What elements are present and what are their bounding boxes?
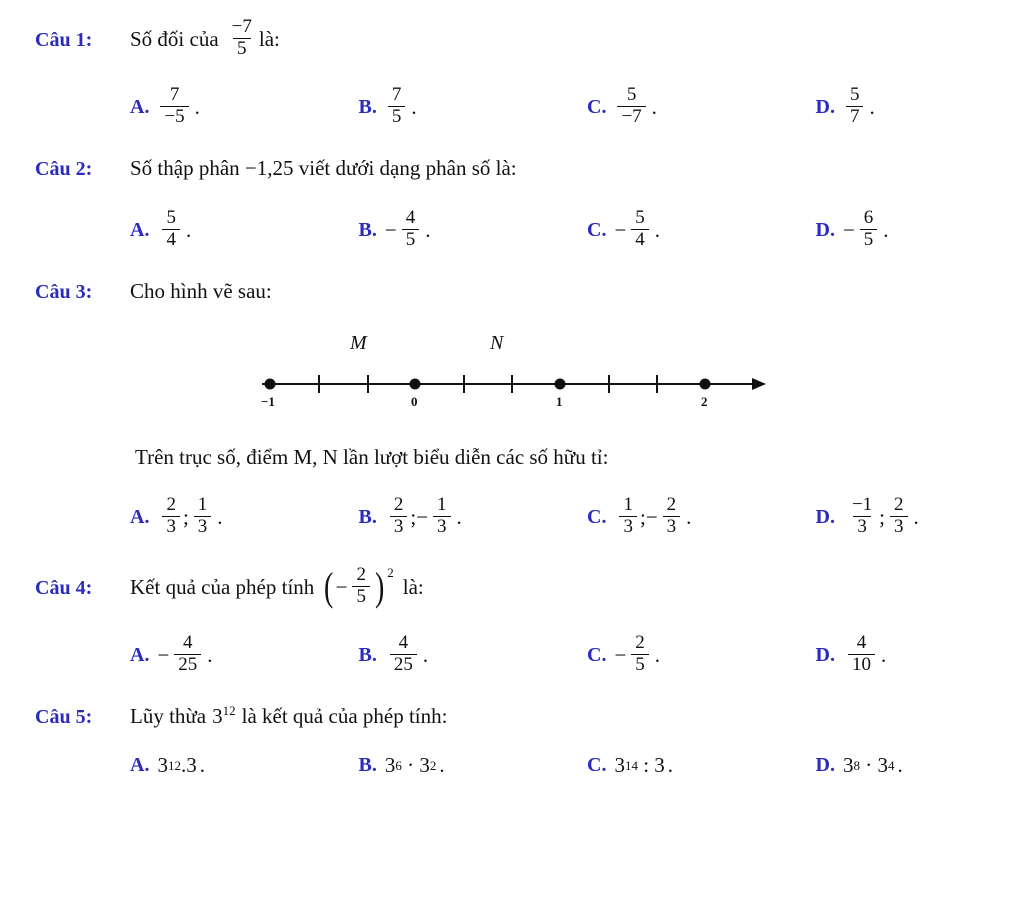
- answer-c-sign: −: [614, 642, 627, 667]
- answer-b-tail: .: [425, 217, 431, 242]
- question-3-text: Cho hình vẽ sau:: [130, 279, 272, 304]
- question-3-answers: [30, 496, 1024, 538]
- answer-a-fraction: $\frac{7}{-5}$: [160, 85, 188, 127]
- question-1-text-before: Số đối của: [130, 26, 219, 51]
- answer-b-sign: −: [384, 217, 397, 242]
- answer-d-letter: D.: [815, 643, 835, 666]
- answer-d-expression: 3 8 · 3 4 .: [842, 753, 903, 778]
- answer-b-letter: B.: [358, 754, 377, 777]
- answer-a-second-fraction: $\frac{1}{3}$: [194, 495, 212, 537]
- expression-fraction: $\frac{2}{5}$: [352, 565, 370, 607]
- answer-d-sign: −: [842, 217, 855, 242]
- answer-a-tail: .: [207, 642, 213, 667]
- answer-c-fraction: $\frac{5}{-7}$: [617, 85, 645, 127]
- answer-option-c[interactable]: [587, 753, 816, 778]
- answer-c-fraction: $\frac{5}{4}$: [631, 208, 649, 250]
- answer-b-tail: .: [422, 642, 429, 667]
- question-5-text-after: là kết quả của phép tính:: [241, 704, 448, 729]
- answer-a-expression: 3 12 .3 .: [157, 753, 205, 778]
- answer-d-first-fraction: $\frac{-1}{3}$: [851, 494, 873, 537]
- answer-option-a[interactable]: [130, 86, 359, 128]
- answer-a-tail: .: [194, 94, 200, 119]
- answer-b-letter: B.: [358, 505, 377, 528]
- answer-option-b[interactable]: [359, 86, 588, 128]
- question-1-text-after: là:: [258, 26, 280, 51]
- answer-b-letter: B.: [358, 643, 377, 666]
- answer-c-expression: 3 14 : 3 .: [614, 753, 674, 778]
- answer-option-d[interactable]: [816, 209, 1024, 251]
- answer-b-letter: B.: [358, 95, 377, 118]
- answer-option-a[interactable]: [130, 753, 359, 778]
- question-1-answers: [30, 86, 1024, 128]
- answer-d-fraction: $\frac{5}{7}$: [846, 85, 864, 127]
- question-5-power: $3^{12}$: [212, 703, 236, 729]
- answer-c-letter: C.: [587, 643, 607, 666]
- answer-d-tail: .: [883, 217, 889, 242]
- answer-option-d[interactable]: [816, 496, 1024, 538]
- answer-c-fraction: $\frac{2}{5}$: [631, 633, 649, 675]
- right-paren: ): [374, 564, 385, 610]
- question-4-expression: [322, 566, 393, 608]
- question-1-stem: [30, 18, 994, 60]
- answer-option-b[interactable]: [359, 634, 588, 676]
- answer-a-tail: .: [185, 217, 192, 242]
- answer-b-first-fraction: $\frac{2}{3}$: [390, 495, 408, 537]
- answer-option-b[interactable]: [359, 209, 588, 251]
- answer-d-tail: .: [869, 94, 875, 119]
- answer-option-c[interactable]: [587, 209, 816, 251]
- answer-option-d[interactable]: [816, 753, 1024, 778]
- answer-a-fraction: $\frac{4}{25}$: [174, 633, 201, 675]
- question-1-fraction: $\frac{-7}{5}$: [231, 16, 252, 59]
- answer-a-letter: A.: [130, 505, 150, 528]
- answer-option-d[interactable]: [816, 86, 1024, 128]
- answer-d-fraction: $\frac{6}{5}$: [860, 208, 878, 250]
- answer-option-d[interactable]: [816, 634, 1024, 676]
- question-4-answers: [30, 634, 1024, 676]
- answer-a-sign: −: [157, 642, 170, 667]
- answer-a-tail: .: [217, 504, 223, 529]
- answer-c-tail: .: [654, 642, 661, 667]
- answer-c-second-sign: −: [645, 504, 658, 529]
- tick-label-2: 2: [701, 394, 708, 410]
- answer-c-letter: C.: [587, 505, 607, 528]
- tick-label-0: 0: [411, 394, 418, 410]
- answer-d-letter: D.: [815, 754, 835, 777]
- question-5-label: Câu 5:: [35, 706, 93, 729]
- tick-label-minus-1: −1: [261, 394, 275, 410]
- question-2-answers: [30, 209, 1024, 251]
- answer-d-tail: .: [913, 504, 919, 529]
- question-5: [30, 702, 994, 778]
- answer-b-tail: .: [411, 94, 417, 119]
- question-2-stem: [30, 154, 994, 183]
- question-5-text-before: Lũy thừa: [130, 704, 207, 729]
- answer-c-sign: −: [614, 217, 627, 242]
- answer-b-tail: .: [456, 504, 462, 529]
- answer-d-fraction: $\frac{4}{10}$: [848, 633, 875, 675]
- question-2: [30, 154, 994, 251]
- answer-b-fraction: $\frac{4}{5}$: [402, 208, 420, 250]
- answer-c-letter: C.: [587, 95, 607, 118]
- question-4-text-before: Kết quả của phép tính: [130, 574, 315, 599]
- question-5-stem: [30, 702, 994, 731]
- answer-c-separator: ;: [639, 504, 646, 529]
- answer-option-c[interactable]: [587, 86, 816, 128]
- number-line-diagram: [252, 328, 772, 423]
- answer-c-first-fraction: $\frac{1}{3}$: [619, 495, 637, 537]
- answer-c-letter: C.: [587, 218, 607, 241]
- question-3-label: Câu 3:: [35, 281, 93, 304]
- answer-a-letter: A.: [130, 754, 150, 777]
- answer-c-tail: .: [651, 94, 657, 119]
- question-4-stem: [30, 566, 994, 608]
- question-1-label: Câu 1:: [35, 28, 93, 51]
- question-5-answers: [30, 753, 1024, 778]
- answer-c-second-fraction: $\frac{2}{3}$: [663, 495, 681, 537]
- question-2-text: Số thập phân −1,25 viết dưới dạng phân số là:: [130, 156, 517, 181]
- answer-c-tail: .: [654, 217, 661, 242]
- question-3-figure: [30, 328, 994, 423]
- number-line-svg: [252, 362, 772, 422]
- question-4-label: Câu 4:: [35, 576, 93, 599]
- question-4-text-after: là:: [402, 574, 424, 599]
- answer-option-c[interactable]: [587, 634, 816, 676]
- answer-d-separator: ;: [879, 504, 886, 529]
- answer-a-fraction: $\frac{5}{4}$: [162, 208, 180, 250]
- left-paren: (: [324, 564, 334, 610]
- answer-b-letter: B.: [358, 218, 377, 241]
- expression-sign: −: [335, 574, 348, 599]
- point-label-n: N: [490, 332, 504, 355]
- answer-a-letter: A.: [130, 218, 150, 241]
- answer-b-separator: ;: [410, 504, 417, 529]
- answer-option-a[interactable]: [130, 496, 359, 538]
- answer-b-fraction: $\frac{4}{25}$: [390, 633, 417, 675]
- answer-b-second-fraction: $\frac{1}{3}$: [433, 495, 451, 537]
- tick-label-1: 1: [556, 394, 563, 410]
- question-2-label: Câu 2:: [35, 158, 93, 181]
- answer-a-separator: ;: [182, 504, 189, 529]
- answer-d-second-fraction: $\frac{2}{3}$: [890, 495, 908, 537]
- answer-a-first-fraction: $\frac{2}{3}$: [162, 495, 180, 537]
- question-3: [30, 277, 994, 538]
- answer-d-letter: D.: [815, 505, 835, 528]
- answer-option-c[interactable]: [587, 496, 816, 538]
- answer-option-b[interactable]: [359, 753, 588, 778]
- answer-option-a[interactable]: [130, 209, 359, 251]
- answer-d-letter: D.: [815, 95, 835, 118]
- answer-b-fraction: $\frac{7}{5}$: [388, 85, 406, 127]
- answer-d-tail: .: [880, 642, 887, 667]
- expression-exponent: 2: [387, 565, 394, 581]
- answer-c-letter: C.: [587, 754, 607, 777]
- answer-a-letter: A.: [130, 95, 150, 118]
- point-label-m: M: [350, 332, 367, 355]
- question-1: [30, 18, 994, 128]
- answer-d-letter: D.: [815, 218, 835, 241]
- question-4: [30, 566, 994, 676]
- answer-b-expression: 3 6 · 3 2 .: [384, 753, 445, 778]
- answer-a-letter: A.: [130, 643, 150, 666]
- answer-option-b[interactable]: [359, 496, 588, 538]
- answer-option-a[interactable]: [130, 634, 359, 676]
- question-3-prompt: Trên trục số, điểm M, N lần lượt biểu diễn các số hữu tỉ:: [135, 445, 609, 470]
- question-3-stem: [30, 277, 994, 306]
- answer-c-tail: .: [686, 504, 692, 529]
- answer-b-second-sign: −: [416, 504, 429, 529]
